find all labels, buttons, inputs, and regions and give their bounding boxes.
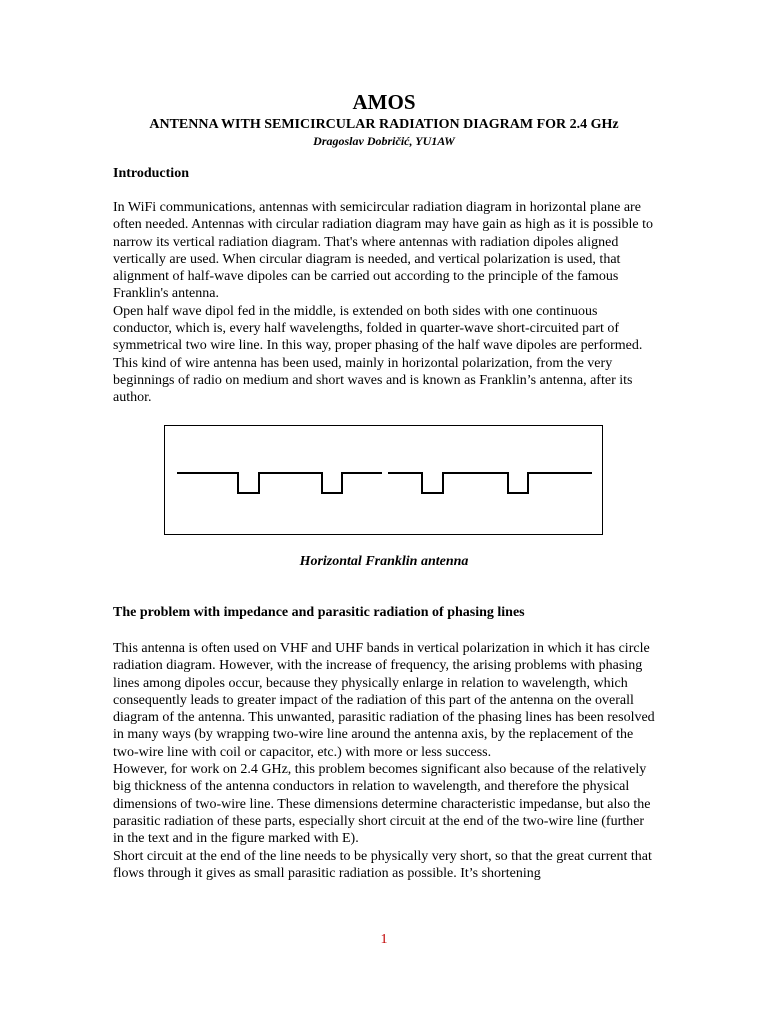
franklin-antenna-diagram [165,426,602,534]
antenna-figure [164,425,603,535]
section-heading-introduction: Introduction [113,166,189,181]
paragraph: Short circuit at the end of the line needs to be physically very short, so that the great current that flows through it gives as small parasitic radiation as possible. It’s shortening [113,848,652,881]
page-number: 1 [380,932,388,947]
phasing-body [113,640,658,882]
author-line: Dragoslav Dobričić, YU1AW [313,134,455,148]
intro-body [113,199,658,407]
antenna-conductor-right [388,473,592,493]
antenna-conductor-left [177,473,382,493]
document-subtitle: ANTENNA WITH SEMICIRCULAR RADIATION DIAGRAM FOR 2.4 GHz [149,117,619,132]
figure-caption: Horizontal Franklin antenna [299,554,469,569]
document-title: AMOS [352,90,416,114]
paragraph: However, for work on 2.4 GHz, this problem becomes significant also because of the relatively big thickness of the antenna conductors in relation to wavelength, and therefore the physical dimensions of two-wire line. These dimensions determine characteristic impedanse, but also the parasitic radiation of these parts, especially short circuit at the end of the two-wire line (further in the text and in the figure marked with E). [113,762,651,847]
paragraph: In WiFi communications, antennas with semicircular radiation diagram in horizontal plane are often needed. Antennas with circular radiation diagram may have gain as high as it is possible to narrow its vertical radiation diagram. That's where antennas with radiation dipoles aligned vertically are used. When circular diagram is needed, and vertical polarization is used, that alignment of half-wave dipoles can be carried out according to the principle of the famous Franklin's antenna. [113,200,654,302]
paragraph: This antenna is often used on VHF and UHF bands in vertical polarization in which it has circle radiation diagram. However, with the increase of frequency, the arising problems with phasing lines among dipoles occur, because they physically enlarge in relation to wavelength, which consequently leads to greater impact of the radiation of this part of the antenna on the overall diagram of the antenna. This unwanted, parasitic radiation of the phasing lines has been resolved in many ways (by wrapping two-wire line around the antenna axis, by the replacement of the two-wire line with coil or capacitor, etc.) with more or less success. [113,641,655,760]
paragraph: Open half wave dipol fed in the middle, is extended on both sides with one continuous conductor, which is, every half wavelengths, folded in quarter-wave short-circuited part of symmetrical two wire line. In this way, proper phasing of the half wave dipoles are performed. This kind of wire antenna has been used, mainly in horizontal polarization, from the very beginnings of radio on medium and short waves and is known as Franklin’s antenna, after its author. [113,303,643,406]
section-heading-phasing-lines: The problem with impedance and parasitic radiation of phasing lines [113,605,525,620]
